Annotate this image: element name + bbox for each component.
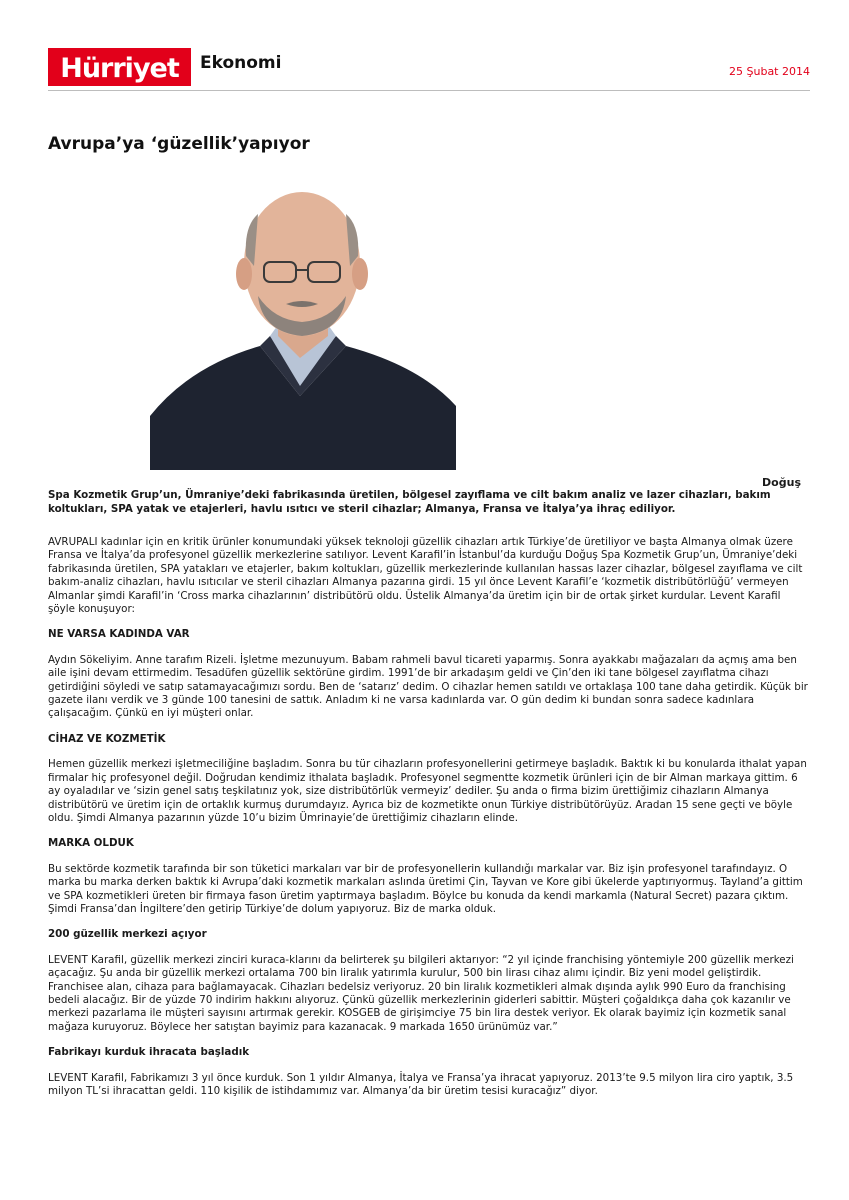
article-intro: AVRUPALI kadınlar için en kritik ürünler konumundaki yüksek teknoloji güzellik cihazları artık Türkiye’de üretiliyor ve başta Almanya olmak üzere Fransa ve İtalya’da profesyonel güzellik merkezlerine satılıyor. Levent Karafil’in İstanbul’da kurduğu Doğuş Spa Kozmetik Grup’un, Ümraniye’deki fabrikasında üretilen, SPA yatakları ve etajerler, bakım koltukları, güzellik merkezlerinde kullanılan hassas lazer cihazlar, bölgesel zayıflama ve cilt bakım-analiz cihazları, havlu ısıtıcılar ve steril cihazları Almanya pazarına girdi. 15 yıl önce Levent Karafil’e ‘kozmetik distribütörlüğü’ vermeyen Almanlar şimdi Karafil’in ‘Cross marka cihazlarının’ distribütörü oldu. Üstelik Almanya’da üretim için bir de ortak şirket kurdular. Levent Karafil şöyle konuşuyor:: [48, 536, 803, 616]
section-label: Ekonomi: [200, 53, 282, 73]
section-heading: NE VARSA KADINDA VAR: [48, 628, 190, 641]
article-photo: [150, 186, 456, 470]
section-paragraph: Bu sektörde kozmetik tarafında bir son tüketici markaları var bir de profesyonellerin kullandığı markalar var. Biz işin profesyonel tarafındayız. O marka bu marka derken baktık ki Avrupa’daki kozmetik markaları aslında üretimi Çin, Tayvan ve Kore gibi ükelerde yaptırıyormuş. Tayland’a gittim ve SPA kozmetikleri üreten bir firmaya fason üretim yaptırmaya başladım. Böylce bu konuda da kendi markamla (Natural Secret) pazara çıktım. Şimdi Fransa’dan İngiltere’den getirip Türkiye’de dolum yapıyoruz. Biz de marka olduk.: [48, 862, 803, 915]
section-heading: Fabrikayı kurduk ihracata başladık: [48, 1046, 250, 1059]
section-paragraph: Aydın Sökeliyim. Anne tarafım Rizeli. İşletme mezunuyum. Babam rahmeli bavul ticareti yaparmış. Sonra ayakkabı mağazaları da açmış ama ben aile işini devam ettirmedim. Tesadüfen güzellik sektörüne girdim. 1991’de bir arkadaşım geldi ve Çin’den iki tane bölgesel zayıflatma cihazı getirdiğini söyledi ve satıp satamayacağımızı sordu. Ben de ‘satarız’ dedim. O cihazlar hemen satıldı ve ortaklaşa 100 tane daha getirdik. Küçük bir gazete ilanı verdik ve 3 günde 100 tanesini de sattık. Anladım ki ne varsa kadınlarda var. O gün dedim ki bundan sonra sadece kadınlara çalışacağım. Çünkü en iyi müşteri onlar.: [48, 653, 808, 720]
section-paragraph: LEVENT Karafil, güzellik merkezi zinciri kuraca-klarını da belirterek şu bilgileri aktarıyor: “2 yıl içinde franchising yöntemiyle 200 güzellik merkezi açacağız. Şu anda bir güzellik merkezi ortalama 700 bin liralık yatırımla kurulur, 500 bin lirası cihaz alımı içindir. Biz yeni model geliştirdik. Franchisee alan, cihaza para bağlamayacak. Cihazları bedelsiz veriyoruz. 20 bin liralık kozmetikleri almak dışında aylık 990 Euro da franchising bedeli alacağız. Bir de yüzde 70 indirim hakkını alıyoruz. Çünkü güzellik merkezlerinin giderleri sabittir. Müşteri çoğaldıkça daha çok kazanılır ve merkezi pazarlama ile müşteri sayısını artırmak gerekir. KOSGEB de girişimciye 75 bin lira destek veriyor. Ek olarak bayimiz için kozmetik sanal mağaza kuruyoruz. Böylece her satıştan bayimiz para kazanacak. 9 markada 1650 ürünümüz var.”: [48, 953, 794, 1033]
article-title: Avrupa’ya ‘güzellik’yapıyor: [48, 134, 310, 154]
section-paragraph: Hemen güzellik merkezi işletmeciliğine başladım. Sonra bu tür cihazların profesyonellerini getirmeye başladık. Baktık ki bu konularda ithalat yapan firmalar hiç profesyonel değil. Doğrudan kendimiz ithalata başladık. Profesyonel segmentte kozmetik ürünleri için de bir Alman markaya gittim. 6 ay oyaladılar ve ‘sizin genel satış teşkilatınız yok, size distribütörlük vermeyiz’ dediler. Şu anda o firma bizim ürettiğimiz cihazların Almanya distribütörü ve üretim için de ortaklık kurmuş durumdayız. Ayrıca biz de kozmetikte onun Türkiye distribütörüyüz. Aradan 15 sene geçti ve böyle oldu. Şimdi Almanya pazarının yüzde 10’u bizim Ümrinayie’de ürettiğimiz cihazların elinde.: [48, 758, 807, 824]
section-heading: MARKA OLDUK: [48, 837, 134, 850]
section-paragraph: LEVENT Karafil, Fabrikamızı 3 yıl önce kurduk. Son 1 yıldır Almanya, İtalya ve Fransa’ya ihracat yapıyoruz. 2013’te 9.5 milyon lira ciro yaptık, 3.5 milyon TL’si ihracattan geldi. 110 kişilik de istihdamımız var. Almanya’da bir üretim tesisi kuracağız” diyor.: [48, 1071, 794, 1097]
masthead: [48, 45, 810, 91]
hurriyet-logo[interactable]: Hürriyet: [48, 48, 191, 86]
photo-caption: Doğuş: [762, 476, 801, 489]
section-heading: 200 güzellik merkezi açıyor: [48, 928, 207, 941]
portrait-image: [150, 186, 456, 470]
header-divider: [48, 90, 810, 91]
article-body: [48, 536, 810, 1110]
publication-date: 25 Şubat 2014: [729, 65, 810, 78]
article-lead: Spa Kozmetik Grup’un, Ümraniye’deki fabrikasında üretilen, bölgesel zayıflama ve cilt bakım analiz ve lazer cihazları, bakım koltukları, SPA yatak ve etajerleri, havlu ısıtıcı ve steril cihazlar; Almanya, Fransa ve İtalya’ya ihraç ediliyor.: [48, 489, 771, 515]
section-heading: CİHAZ VE KOZMETİK: [48, 732, 166, 745]
